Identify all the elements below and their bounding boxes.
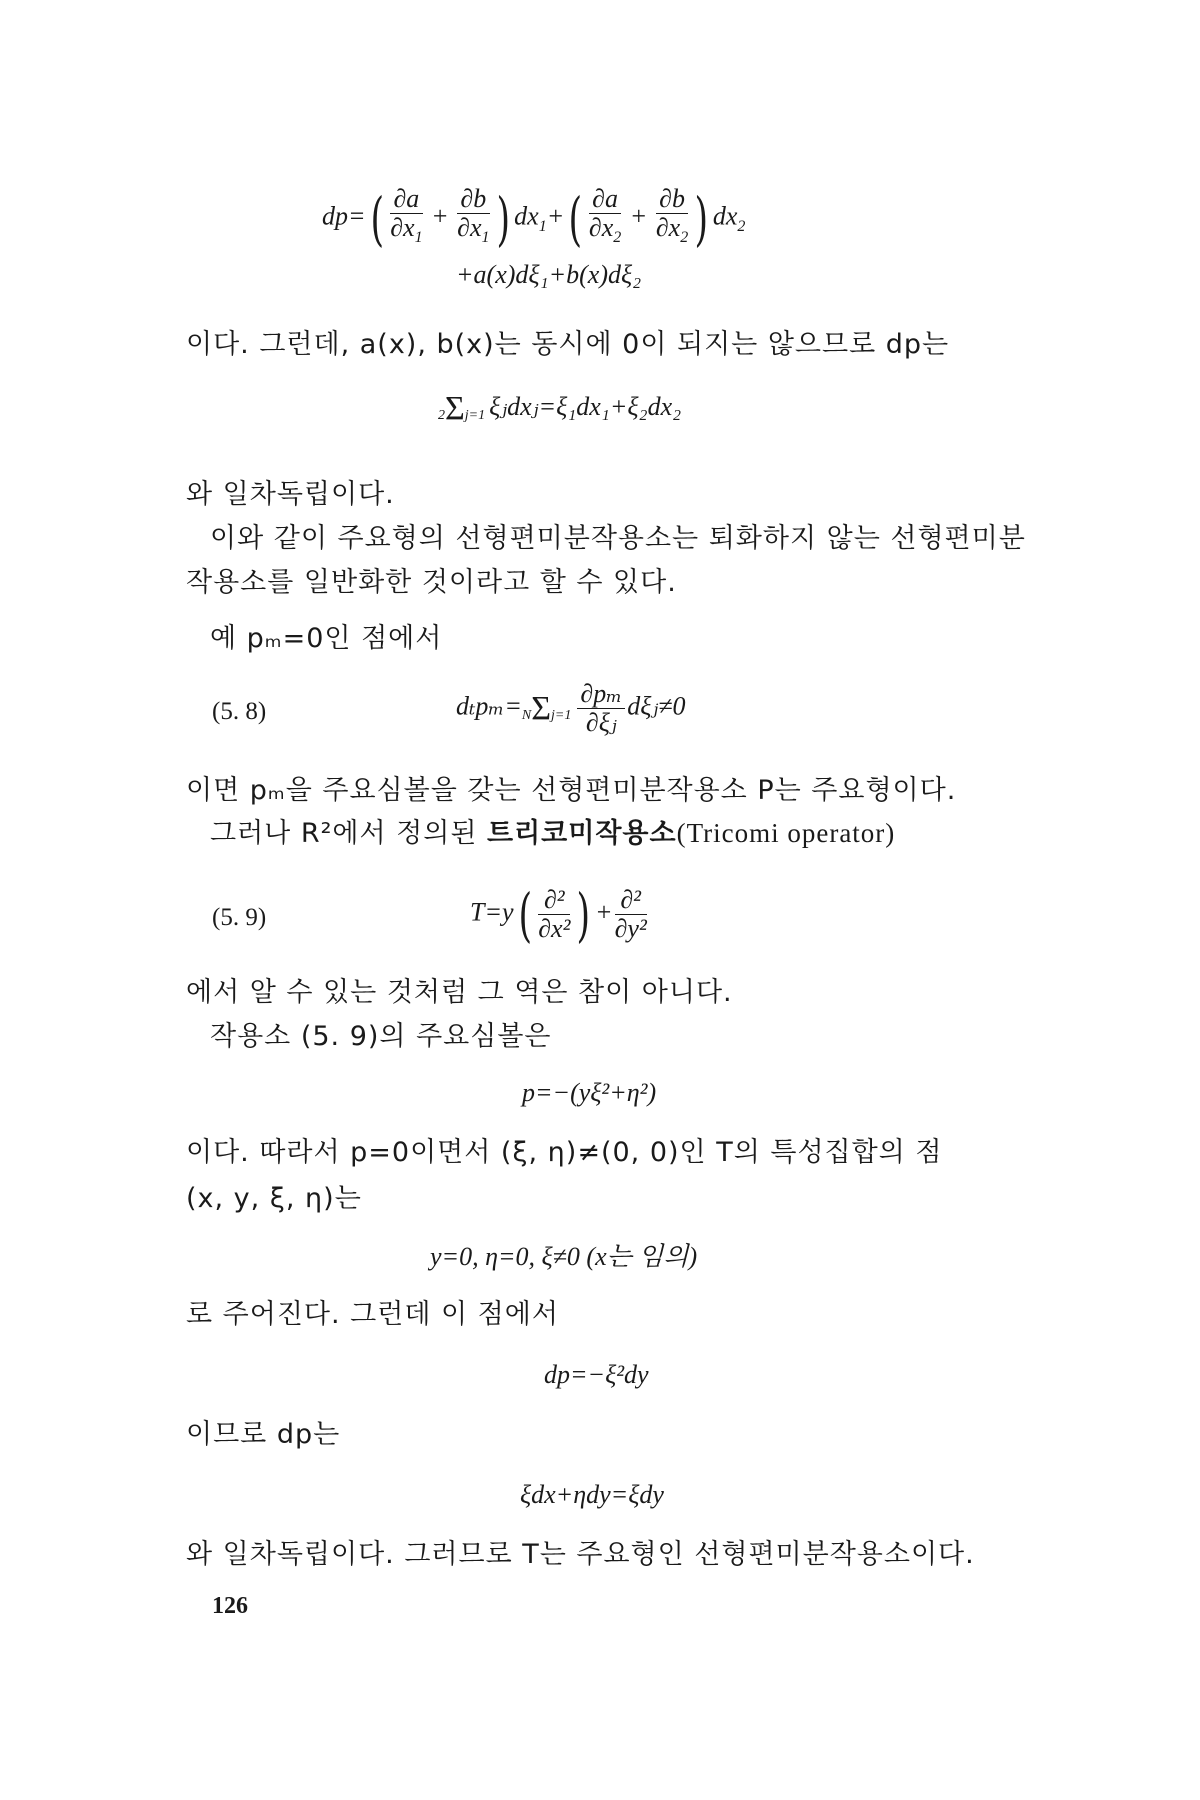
equation-linear-form: ξdx+ηdy=ξdy: [520, 1480, 664, 1509]
equation-number: (5. 9): [212, 904, 267, 931]
equation-symbol: p=−(yξ²+η²): [522, 1078, 657, 1107]
equation-dp-line2: +a(x)dξ₁+b(x)dξ₂: [456, 260, 642, 289]
equation-characteristic-set: y=0, η=0, ξ≠0 (x는 임의): [430, 1242, 698, 1271]
equation-dp: dp=−ξ²dy: [544, 1360, 649, 1389]
paragraph-line: 작용소 (5. 9)의 주요심볼은: [210, 1021, 552, 1052]
paragraph-line: (x, y, ξ, η)는: [186, 1183, 362, 1214]
paragraph-line: 그러나 R²에서 정의된 트리코미작용소(Tricomi operator): [210, 818, 896, 849]
equation-number: (5. 8): [212, 698, 267, 725]
fraction: $\frac{\text{∂²}}{\text{∂x²}}$: [538, 885, 571, 943]
paragraph-line: 이다. 그런데, a(x), b(x)는 동시에 0이 되지는 않으므로 dp는: [186, 329, 950, 360]
fraction: $\frac{\partial b}{\partial x_2}$: [655, 184, 689, 247]
paragraph-line: 이므로 dp는: [186, 1419, 341, 1450]
example-heading: 예 pₘ=0인 점에서: [210, 623, 443, 654]
fraction: $\frac{\text{∂pₘ}}{\text{∂ξⱼ}}$: [577, 680, 625, 737]
fraction: $\frac{\partial b}{\partial x_1}$: [457, 184, 490, 247]
paragraph-line: 와 일차독립이다. 그러므로 T는 주요형인 선형편미분작용소이다.: [186, 1539, 975, 1570]
paragraph-line: 와 일차독립이다.: [186, 479, 395, 510]
equation-sum: 2Σj=1 ξⱼdxⱼ=ξ₁dx₁+ξ₂dx₂: [438, 390, 682, 428]
equation-dp-line1: dp=( $\frac{\partial a}{\partial x_1}$ + $\frac{\partial b}{\partial x_1}$ ) $dx_1+$( $\frac{\partial a}{\partial x_2}$ + $\frac{\partial b}{\partial x_2}$ ) $dx_2$: [322, 184, 746, 253]
fraction: $\frac{\partial a}{\partial x_1}$: [390, 184, 423, 247]
fraction: $\frac{\partial a}{\partial x_2}$: [588, 184, 622, 247]
equation-5-9: T=y( $\frac{\text{∂²}}{\text{∂x²}}$ ) + $\frac{\text{∂²}}{\text{∂y²}}$: [470, 880, 647, 949]
paragraph-line: 에서 알 수 있는 것처럼 그 역은 참이 아니다.: [186, 977, 733, 1008]
paragraph-line: 작용소를 일반화한 것이라고 할 수 있다.: [186, 567, 677, 598]
page-number: 126: [212, 1593, 248, 1619]
paragraph-line: 이와 같이 주요형의 선형편미분작용소는 퇴화하지 않는 선형편미분: [210, 523, 1026, 554]
paragraph-line: 이다. 따라서 p=0이면서 (ξ, η)≠(0, 0)인 T의 특성집합의 점: [186, 1137, 943, 1168]
fraction: $\frac{\text{∂²}}{\text{∂y²}}$: [614, 885, 647, 943]
paragraph-line: 이면 pₘ을 주요심볼을 갖는 선형편미분작용소 P는 주요형이다.: [186, 775, 957, 806]
equation-5-8: dₜpₘ=NΣj=1 $\frac{\text{∂pₘ}}{\text{∂ξⱼ}}$ dξⱼ≠0: [456, 679, 686, 737]
paragraph-line: 로 주어진다. 그런데 이 점에서: [186, 1299, 559, 1330]
